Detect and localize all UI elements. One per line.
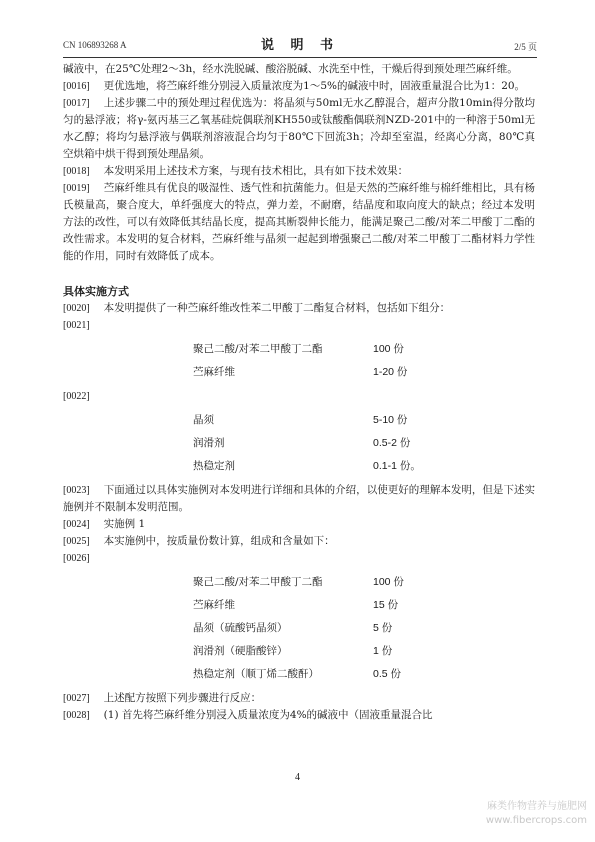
watermark-title: 麻类作物营养与施肥网 (487, 801, 587, 812)
page-header (63, 34, 537, 54)
component-name: 润滑剂 (193, 437, 225, 449)
paragraph-0026 (63, 550, 535, 567)
paragraph-0023: [0023] 下面通过以具体实施例对本发明进行详细和具体的介绍，以使更好的理解本发明，但是下述实施例并不限制本发明范围。 (63, 484, 535, 513)
component-name: 苎麻纤维 (193, 366, 235, 378)
component-name: 热稳定剂 (193, 460, 235, 472)
paragraph-number: [0021] (63, 320, 90, 331)
table-row (193, 432, 535, 455)
paragraph-number: [0017] (63, 98, 90, 109)
composition-table-0021 (193, 338, 535, 384)
component-amount: 100 份 (373, 576, 404, 588)
paragraph-number: [0028] (63, 710, 90, 721)
component-name: 晶须（硫酸钙晶须） (193, 622, 288, 634)
component-name: 润滑剂（硬脂酸锌） (193, 645, 288, 657)
paragraph-number: [0025] (63, 536, 90, 547)
paragraph-continued: 碱液中，在25℃处理2～3h，经水洗脱碱、酸浴脱碱、水洗至中性，干燥后得到预处理苎麻纤维。 (63, 63, 518, 75)
table-row (193, 594, 535, 617)
paragraph-0021 (63, 317, 535, 334)
paragraph-0017: [0017] 上述步骤二中的预处理过程优选为：将晶须与50ml无水乙醇混合，超声分散10min得分散均匀的悬浮液；将γ-氨丙基三乙氧基硅烷偶联剂KH550或钛酸酯偶联剂NZD-201中的一种溶于50ml无水乙醇；将均匀悬浮液与偶联剂溶液混合均匀于80℃下回流3h；冷却至室温，经离心分离，80℃真空烘箱中烘干得到预处理晶须。 (63, 97, 535, 160)
component-name: 聚己二酸/对苯二甲酸丁二酯 (193, 343, 323, 355)
page-info: 2/5 页 (514, 42, 537, 52)
component-name: 热稳定剂（顺丁烯二酸酐） (193, 668, 319, 680)
paragraph-number: [0022] (63, 391, 90, 402)
paragraph-number: [0027] (63, 693, 90, 704)
component-amount: 100 份 (373, 343, 404, 355)
component-amount: 1 份 (373, 645, 393, 657)
header-divider (63, 57, 537, 58)
table-row (193, 663, 535, 686)
document-body (63, 61, 535, 724)
site-watermark (486, 800, 587, 828)
component-amount: 1-20 份 (373, 366, 408, 378)
paragraph-0019: [0019] 苎麻纤维具有优良的吸湿性、透气性和抗菌能力。但是天然的苎麻纤维与棉纤维相比，具有杨氏模量高，聚合度大，单纤强度大的特点，弹力差，不耐磨，结晶度和取向度大的缺点；经过本发明方法的改性，可以有效降低其结晶长度，提高其断裂伸长能力，能满足聚己二酸/对苯二甲酸丁二酯的改性需求。本发明的复合材料，苎麻纤维与晶须一起起到增强聚己二酸/对苯二甲酸丁二酯材料力学性能的作用，同时有效降低了成本。 (63, 182, 535, 262)
paragraph-number: [0020] (63, 303, 90, 314)
paragraph-0022 (63, 388, 535, 405)
section-heading: 具体实施方式 (63, 285, 129, 298)
component-name: 苎麻纤维 (193, 599, 235, 611)
paragraph-0016: [0016] 更优选地，将苎麻纤维分别浸入质量浓度为1～5%的碱液中时，固液重量混合比为1：20。 (63, 80, 526, 92)
paragraph-0020: [0020] 本发明提供了一种苎麻纤维改性苯二甲酸丁二酯复合材料，包括如下组分： (63, 302, 451, 314)
component-amount: 5-10 份 (373, 414, 408, 426)
paragraph-number: [0016] (63, 81, 90, 92)
paragraph-0024: [0024] 实施例 1 (63, 518, 146, 530)
table-row (193, 640, 535, 663)
composition-table-0026 (193, 571, 535, 686)
table-row (193, 571, 535, 594)
paragraph-number: [0019] (63, 183, 90, 194)
table-row (193, 455, 535, 478)
document-title: 说 明 书 (260, 38, 340, 53)
component-amount: 0.5-2 份 (373, 437, 411, 449)
paragraph-0028: [0028] (1) 首先将苎麻纤维分别浸入质量浓度为4%的碱液中（固液重量混合比 (63, 709, 433, 721)
table-row (193, 409, 535, 432)
component-amount: 0.5 份 (373, 668, 402, 680)
table-row (193, 361, 535, 384)
paragraph-0027: [0027] 上述配方按照下列步骤进行反应： (63, 692, 262, 704)
paragraph-number: [0026] (63, 553, 90, 564)
paragraph-number: [0018] (63, 166, 90, 177)
watermark-url: www.fibercrops.com (485, 815, 587, 826)
component-amount: 15 份 (373, 599, 399, 611)
paragraph-number: [0024] (63, 519, 90, 530)
component-name: 聚己二酸/对苯二甲酸丁二酯 (193, 576, 323, 588)
composition-table-0022 (193, 409, 535, 478)
component-amount: 5 份 (373, 622, 393, 634)
paragraph-0025: [0025] 本实施例中，按质量份数计算，组成和含量如下： (63, 535, 335, 547)
paragraph-number: [0023] (63, 485, 90, 496)
table-row (193, 338, 535, 361)
page-number: 4 (295, 772, 300, 783)
paragraph-0018: [0018] 本发明采用上述技术方案，与现有技术相比，具有如下技术效果： (63, 165, 409, 177)
component-amount: 0.1-1 份。 (373, 460, 421, 472)
publication-number: CN 106893268 A (63, 40, 127, 50)
table-row (193, 617, 535, 640)
component-name: 晶须 (193, 414, 214, 426)
